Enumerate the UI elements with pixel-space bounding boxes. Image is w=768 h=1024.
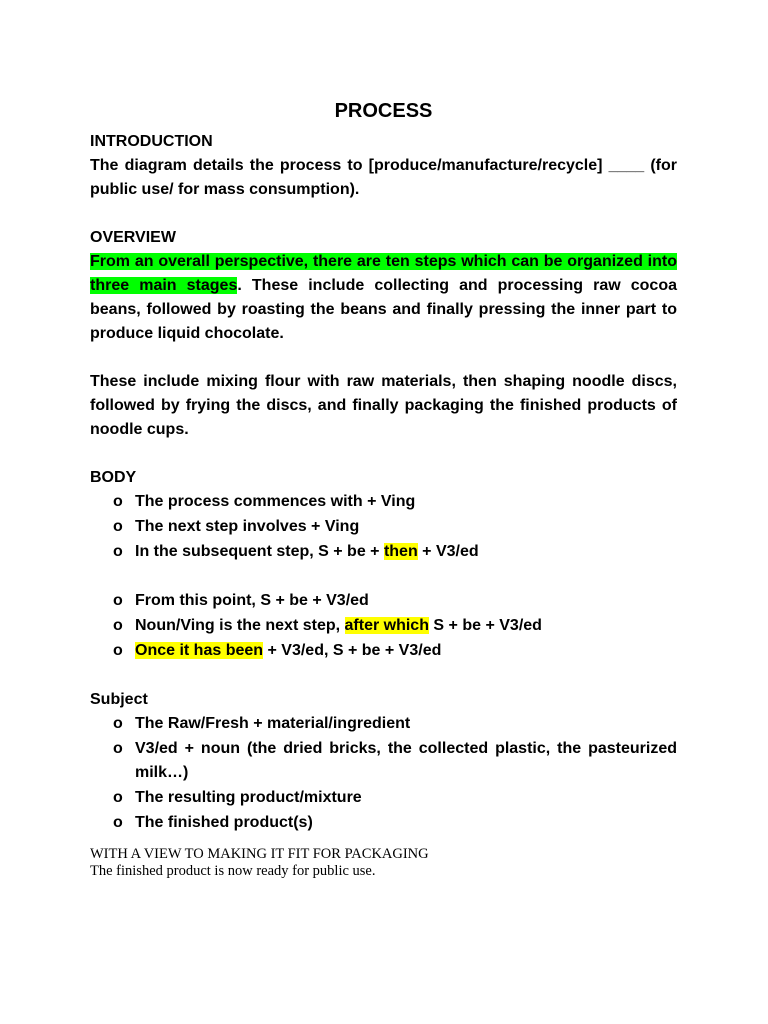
body-heading: BODY — [90, 469, 137, 486]
bullet-icon: o — [113, 518, 123, 535]
bullet-icon: o — [113, 740, 123, 757]
document-page — [90, 96, 677, 836]
introduction-heading: INTRODUCTION — [90, 133, 213, 150]
overview-rest: . These include collecting and processing raw cocoa beans, followed by roasting the beans and finally pressing the inner part to produce liquid chocolate. — [90, 277, 678, 342]
bullet-icon: o — [113, 543, 123, 560]
introduction-text: The diagram details the process to [produce/manufacture/recycle] ____ (for public use/ for mass consumption). — [90, 157, 677, 198]
bullet-icon: o — [113, 592, 123, 609]
highlight-after-which: after which — [344, 617, 429, 634]
list-item: o The next step involves + Ving — [90, 515, 677, 539]
overview-heading: OVERVIEW — [90, 229, 176, 246]
list-item: o In the subsequent step, S + be + then + V3/ed — [90, 540, 677, 564]
subject-list — [90, 712, 677, 835]
closing-line-2: The finished product is now ready for public use. — [90, 863, 376, 879]
list-item: o The resulting product/mixture — [90, 786, 677, 810]
list-item: o The finished product(s) — [90, 811, 677, 835]
overview-highlight: From an overall perspective, there are ten steps which can be organized into three main stages — [90, 253, 677, 294]
bullet-icon: o — [113, 814, 123, 831]
bullet-icon: o — [113, 617, 123, 634]
overview-paragraph-2: These include mixing flour with raw materials, then shaping noodle discs, followed by frying the discs, and finally packaging the finished products of noodle cups. — [90, 373, 677, 438]
body-list-1 — [90, 490, 677, 564]
overview-paragraph-1 — [90, 250, 677, 346]
list-item: o Once it has been + V3/ed, S + be + V3/ed — [90, 639, 677, 663]
list-item: o The Raw/Fresh + material/ingredient — [90, 712, 677, 736]
bullet-icon: o — [113, 642, 123, 659]
bullet-icon: o — [113, 715, 123, 732]
closing-block — [90, 846, 690, 880]
list-item: o The process commences with + Ving — [90, 490, 677, 514]
bullet-icon: o — [113, 789, 123, 806]
list-item: o V3/ed + noun (the dried bricks, the collected plastic, the pasteurized milk…) — [90, 737, 677, 785]
highlight-once-it-has-been: Once it has been — [135, 642, 264, 659]
highlight-then: then — [383, 543, 418, 560]
closing-line-1: WITH A VIEW TO MAKING IT FIT FOR PACKAGING — [90, 846, 429, 862]
body-list-2 — [90, 589, 677, 663]
list-item: o From this point, S + be + V3/ed — [90, 589, 677, 613]
bullet-icon: o — [113, 493, 123, 510]
list-item: o Noun/Ving is the next step, after which S + be + V3/ed — [90, 614, 677, 638]
subject-heading: Subject — [90, 691, 148, 708]
page-title: PROCESS — [334, 100, 433, 122]
